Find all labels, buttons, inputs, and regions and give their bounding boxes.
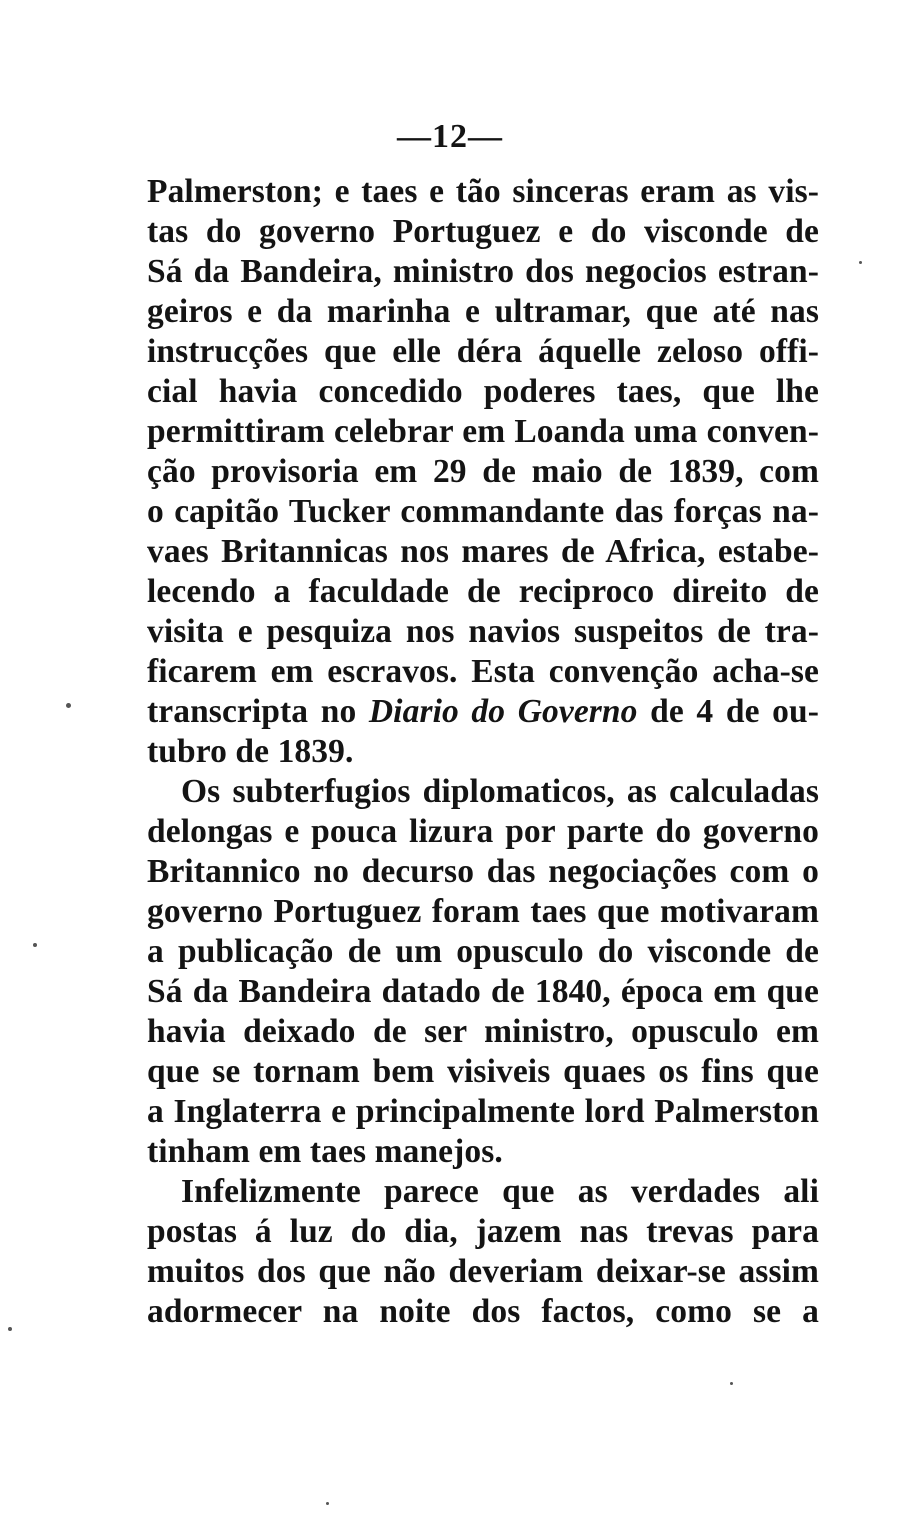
text-line: havia deixado de ser ministro, opusculo em <box>147 1013 819 1050</box>
text-line: a publicação de um opusculo do visconde de <box>147 933 819 970</box>
scan-speck <box>8 1327 12 1331</box>
text-line: adormecer na noite dos factos, como se a <box>147 1293 819 1330</box>
text-line: instrucções que elle déra áquelle zeloso offi- <box>147 333 819 370</box>
text-line: tubro de 1839. <box>147 733 354 770</box>
scan-speck <box>730 1382 733 1385</box>
text-line: visita e pesquiza nos navios suspeitos de tra- <box>147 613 819 650</box>
text-line: Os subterfugios diplomaticos, as calculadas <box>181 773 819 810</box>
text-line: tinham em taes manejos. <box>147 1133 503 1170</box>
text-line: o capitão Tucker commandante das forças na- <box>147 493 819 530</box>
text-line: que se tornam bem visiveis quaes os fins que <box>147 1053 819 1090</box>
body-text <box>147 172 819 1332</box>
text-line: Sá da Bandeira datado de 1840, época em que <box>147 973 819 1010</box>
page-number: —12— <box>397 118 503 155</box>
text-line: Palmerston; e taes e tão sinceras eram as vis- <box>147 173 819 210</box>
text-line: cial havia concedido poderes taes, que lhe <box>147 373 819 410</box>
text-line: Britannico no decurso das negociações com o <box>147 853 819 890</box>
scan-speck <box>859 261 862 264</box>
publication-title: Diario do Governo <box>368 693 638 730</box>
text-line: delongas e pouca lizura por parte do governo <box>147 813 819 850</box>
text-line: Sá da Bandeira, ministro dos negocios estran- <box>147 253 819 290</box>
text-line: tas do governo Portuguez e do visconde de <box>147 213 819 250</box>
paragraph-2 <box>147 772 819 1172</box>
paragraph-1 <box>147 172 819 772</box>
scan-speck <box>326 1502 329 1505</box>
text-line: ção provisoria em 29 de maio de 1839, com <box>147 453 819 490</box>
paragraph-3 <box>147 1172 819 1332</box>
text-line: ficarem em escravos. Esta convenção acha-se <box>147 653 819 690</box>
text-line: vaes Britannicas nos mares de Africa, estabe- <box>147 533 819 570</box>
text-segment: de 4 de ou- <box>637 693 819 730</box>
scan-speck <box>33 943 37 947</box>
text-line: permittiram celebrar em Loanda uma conven- <box>147 413 819 450</box>
text-line: lecendo a faculdade de reciproco direito de <box>147 573 819 610</box>
text-line: muitos dos que não deveriam deixar-se assim <box>147 1253 819 1290</box>
scan-speck <box>66 703 71 708</box>
text-line: governo Portuguez foram taes que motivaram <box>147 893 819 930</box>
text-line: postas á luz do dia, jazem nas trevas para <box>147 1213 819 1250</box>
text-segment: transcripta no <box>147 693 369 730</box>
text-line: geiros e da marinha e ultramar, que até nas <box>147 293 819 330</box>
text-line-with-title <box>147 692 819 732</box>
text-line: a Inglaterra e principalmente lord Palmerston <box>147 1093 819 1130</box>
text-line: Infelizmente parece que as verdades ali <box>181 1173 819 1210</box>
